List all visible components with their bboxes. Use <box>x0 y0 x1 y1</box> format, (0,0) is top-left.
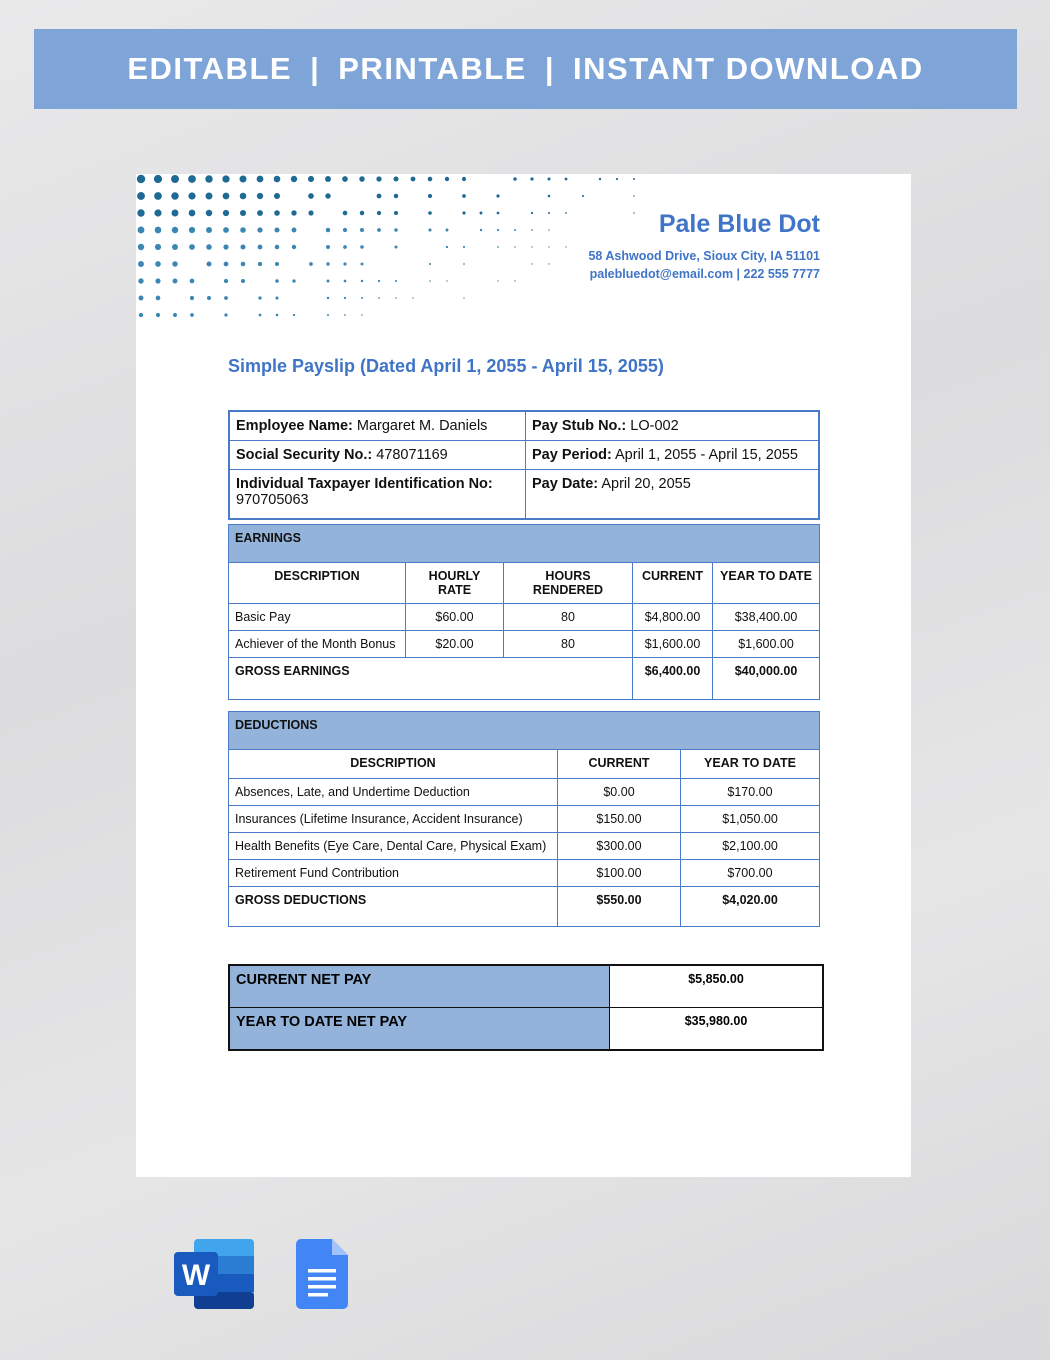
halftone-dot <box>378 297 380 299</box>
deduction-current: $100.00 <box>558 860 681 887</box>
halftone-dot <box>548 229 550 231</box>
halftone-dot <box>411 177 416 182</box>
earning-hours: 80 <box>504 604 633 631</box>
halftone-dot <box>326 245 330 249</box>
halftone-dot <box>342 176 348 182</box>
payslip-title: Simple Payslip (Dated April 1, 2055 - April 15, 2055) <box>228 356 664 376</box>
gross-deductions-current: $550.00 <box>558 887 681 927</box>
halftone-dot <box>154 175 162 183</box>
deductions-heading: DEDUCTIONS <box>229 712 820 750</box>
deductions-heading-row <box>229 712 820 750</box>
halftone-dot <box>394 245 397 248</box>
banner-instant-download: INSTANT DOWNLOAD <box>573 51 924 86</box>
earning-ytd: $1,600.00 <box>713 631 820 658</box>
word-icon <box>174 1239 254 1309</box>
halftone-dot <box>308 176 314 182</box>
halftone-dot <box>223 227 229 233</box>
halftone-dot <box>531 246 532 247</box>
halftone-dot <box>173 279 178 284</box>
halftone-dot <box>376 176 381 181</box>
earning-current: $1,600.00 <box>633 631 713 658</box>
halftone-dot <box>394 211 398 215</box>
halftone-dot <box>240 210 246 216</box>
halftone-dot <box>497 229 499 231</box>
halftone-dot <box>239 175 246 182</box>
halftone-dot <box>548 195 551 198</box>
employee-name-cell: Employee Name: Margaret M. Daniels <box>229 411 526 441</box>
halftone-dot <box>207 262 212 267</box>
halftone-dot <box>377 194 382 199</box>
halftone-dot <box>293 314 295 316</box>
col-year-to-date: YEAR TO DATE <box>713 563 820 604</box>
halftone-dot <box>343 245 347 249</box>
earnings-header-row <box>229 563 820 604</box>
halftone-dot <box>190 313 194 317</box>
halftone-dot <box>223 210 229 216</box>
google-docs-icon <box>296 1239 348 1309</box>
halftone-dot <box>240 193 247 200</box>
halftone-dot <box>138 244 144 250</box>
deductions-header-row <box>229 750 820 779</box>
halftone-dot <box>206 227 212 233</box>
gross-earnings-row <box>229 658 820 700</box>
halftone-dot <box>257 193 263 199</box>
halftone-dot <box>361 314 362 315</box>
halftone-dot <box>327 280 330 283</box>
halftone-dot <box>137 192 145 200</box>
pay-period-cell: Pay Period: April 1, 2055 - April 15, 2055 <box>526 441 820 470</box>
halftone-dot <box>190 279 195 284</box>
current-net-pay-value: $5,850.00 <box>610 965 824 1008</box>
gross-deductions-label: GROSS DEDUCTIONS <box>229 887 558 927</box>
halftone-dot <box>514 280 515 281</box>
halftone-dot <box>291 210 296 215</box>
deduction-current: $150.00 <box>558 806 681 833</box>
halftone-dot <box>206 193 213 200</box>
halftone-dot <box>258 262 262 266</box>
halftone-dot <box>497 212 500 215</box>
halftone-dot <box>139 296 144 301</box>
halftone-dot <box>156 313 160 317</box>
halftone-dot <box>326 228 330 232</box>
halftone-dot <box>446 280 447 281</box>
halftone-dot <box>224 262 229 267</box>
halftone-dot <box>531 263 532 264</box>
halftone-dot <box>138 261 144 267</box>
gross-deductions-ytd: $4,020.00 <box>681 887 820 927</box>
halftone-dot <box>189 244 195 250</box>
halftone-dot <box>360 245 363 248</box>
halftone-dot <box>172 261 177 266</box>
deduction-description: Absences, Late, and Undertime Deduction <box>229 779 558 806</box>
halftone-dot <box>394 228 398 232</box>
halftone-dot <box>462 177 466 181</box>
halftone-dot <box>344 314 346 316</box>
halftone-dot <box>582 195 584 197</box>
halftone-dot <box>155 227 162 234</box>
halftone-dot <box>547 177 550 180</box>
employee-name: Margaret M. Daniels <box>356 418 488 434</box>
halftone-dot <box>325 193 330 198</box>
halftone-dot <box>359 176 365 182</box>
halftone-dot <box>445 177 449 181</box>
deduction-current: $300.00 <box>558 833 681 860</box>
halftone-dot <box>343 262 346 265</box>
halftone-dot <box>428 211 432 215</box>
halftone-dot <box>206 210 213 217</box>
halftone-dot <box>548 263 549 264</box>
ssn-cell: Social Security No.: 478071169 <box>229 441 526 470</box>
col-description: DESCRIPTION <box>229 750 558 779</box>
deduction-ytd: $170.00 <box>681 779 820 806</box>
halftone-dot <box>223 244 228 249</box>
ssn-value: 478071169 <box>376 447 448 463</box>
halftone-dot <box>309 262 313 266</box>
halftone-dot <box>343 211 348 216</box>
halftone-dot <box>171 175 179 183</box>
halftone-dot <box>222 175 229 182</box>
ytd-net-pay-row <box>229 1008 823 1051</box>
top-banner <box>34 29 1017 109</box>
halftone-dot <box>276 314 279 317</box>
halftone-dot <box>308 210 313 215</box>
earnings-heading-row <box>229 525 820 563</box>
halftone-dot <box>361 280 363 282</box>
halftone-dot <box>224 313 227 316</box>
word-icon-letter: W <box>181 1259 211 1292</box>
halftone-dot <box>137 175 145 183</box>
col-hourly-rate: HOURLY RATE <box>406 563 504 604</box>
gross-earnings-label: GROSS EARNINGS <box>229 658 633 700</box>
info-row <box>229 441 819 470</box>
halftone-dot <box>428 177 433 182</box>
halftone-dot <box>480 229 482 231</box>
info-row <box>229 470 819 520</box>
table-row <box>229 806 820 833</box>
company-header <box>588 210 820 283</box>
halftone-dot <box>154 192 162 200</box>
halftone-dot <box>241 262 246 267</box>
halftone-dot <box>446 229 449 232</box>
earnings-heading: EARNINGS <box>229 525 820 563</box>
halftone-dot <box>138 278 143 283</box>
halftone-dot <box>361 297 363 299</box>
halftone-dot <box>189 210 196 217</box>
halftone-dot <box>463 263 465 265</box>
halftone-dot <box>223 193 230 200</box>
halftone-dot <box>599 178 601 180</box>
banner-printable: PRINTABLE <box>338 51 527 86</box>
company-address: 58 Ashwood Drive, Sioux City, IA 51101 <box>588 249 820 263</box>
ytd-net-pay-label: YEAR TO DATE NET PAY <box>229 1008 610 1051</box>
table-row <box>229 833 820 860</box>
halftone-dot <box>138 227 145 234</box>
halftone-dot <box>205 175 213 183</box>
halftone-dot <box>429 263 431 265</box>
halftone-dot <box>173 313 177 317</box>
earnings-table <box>228 524 820 700</box>
halftone-dots-decoration <box>136 174 636 324</box>
halftone-dot <box>565 246 566 247</box>
halftone-dot <box>257 227 262 232</box>
halftone-dot <box>343 228 347 232</box>
halftone-dot <box>292 279 295 282</box>
halftone-dot <box>189 227 195 233</box>
payslip-document <box>136 174 911 1177</box>
halftone-dot <box>565 212 567 214</box>
halftone-dot <box>497 280 498 281</box>
halftone-dot <box>514 229 516 231</box>
earning-description: Achiever of the Month Bonus <box>229 631 406 658</box>
halftone-dot <box>377 228 381 232</box>
halftone-dot <box>463 297 464 298</box>
info-row <box>229 411 819 441</box>
deduction-ytd: $2,100.00 <box>681 833 820 860</box>
pay-date-cell: Pay Date: April 20, 2055 <box>526 470 820 520</box>
net-pay-table <box>228 964 824 1051</box>
halftone-dot <box>258 245 263 250</box>
halftone-dot <box>395 280 397 282</box>
deduction-description: Health Benefits (Eye Care, Dental Care, Physical Exam) <box>229 833 558 860</box>
pay-date-value: April 20, 2055 <box>601 476 691 492</box>
halftone-dot <box>224 279 228 283</box>
table-row <box>229 779 820 806</box>
halftone-dot <box>139 313 143 317</box>
halftone-dot <box>548 246 549 247</box>
col-current: CURRENT <box>633 563 713 604</box>
halftone-dot <box>480 212 483 215</box>
banner-separator: | <box>310 51 321 86</box>
col-current: CURRENT <box>558 750 681 779</box>
halftone-dot <box>292 245 296 249</box>
halftone-dot <box>155 278 160 283</box>
halftone-dot <box>188 192 195 199</box>
deduction-description: Insurances (Lifetime Insurance, Accident Insurance) <box>229 806 558 833</box>
halftone-dot <box>292 228 297 233</box>
halftone-dot <box>207 296 211 300</box>
halftone-dot <box>240 244 245 249</box>
halftone-dot <box>274 227 279 232</box>
halftone-dot <box>514 246 515 247</box>
halftone-dot <box>378 280 380 282</box>
halftone-dot <box>240 227 246 233</box>
halftone-dot <box>274 176 281 183</box>
ytd-net-pay-value: $35,980.00 <box>610 1008 824 1051</box>
halftone-dot <box>548 212 550 214</box>
halftone-dot <box>172 227 178 233</box>
halftone-dot <box>565 178 568 181</box>
halftone-dot <box>446 246 448 248</box>
pay-period-value: April 1, 2055 - April 15, 2055 <box>615 447 798 463</box>
halftone-dot <box>513 177 517 181</box>
halftone-dot <box>326 262 329 265</box>
halftone-dot <box>429 280 431 282</box>
halftone-dot <box>172 210 179 217</box>
halftone-dot <box>360 228 364 232</box>
halftone-dot <box>156 296 161 301</box>
deduction-current: $0.00 <box>558 779 681 806</box>
itin-value: 970705063 <box>236 492 309 508</box>
current-net-pay-label: CURRENT NET PAY <box>229 965 610 1008</box>
halftone-dot <box>257 176 264 183</box>
halftone-dot <box>325 176 331 182</box>
halftone-dot <box>344 280 347 283</box>
halftone-dot <box>344 297 346 299</box>
halftone-dot <box>531 229 533 231</box>
deduction-ytd: $1,050.00 <box>681 806 820 833</box>
halftone-dot <box>395 297 397 299</box>
pay-stub-cell: Pay Stub No.: LO-002 <box>526 411 820 441</box>
earning-rate: $20.00 <box>406 631 504 658</box>
earning-ytd: $38,400.00 <box>713 604 820 631</box>
halftone-dot <box>241 279 245 283</box>
earning-current: $4,800.00 <box>633 604 713 631</box>
earning-description: Basic Pay <box>229 604 406 631</box>
halftone-dot <box>377 211 381 215</box>
halftone-dot <box>275 279 279 283</box>
halftone-dot <box>633 178 635 180</box>
halftone-dot <box>188 175 196 183</box>
table-row <box>229 631 820 658</box>
halftone-dot <box>224 296 228 300</box>
halftone-dot <box>308 193 314 199</box>
halftone-dot <box>275 296 278 299</box>
table-row <box>229 860 820 887</box>
deduction-ytd: $700.00 <box>681 860 820 887</box>
halftone-dot <box>155 261 161 267</box>
halftone-dot <box>257 210 263 216</box>
deduction-description: Retirement Fund Contribution <box>229 860 558 887</box>
halftone-dot <box>497 246 499 248</box>
itin-cell: Individual Taxpayer Identification No: 970705063 <box>229 470 526 520</box>
halftone-dot <box>259 314 262 317</box>
halftone-dot <box>428 194 432 198</box>
gross-earnings-ytd: $40,000.00 <box>713 658 820 700</box>
halftone-dot <box>393 176 398 181</box>
halftone-dot <box>616 178 618 180</box>
halftone-dot <box>530 177 533 180</box>
halftone-dot <box>275 245 280 250</box>
halftone-dot <box>172 244 178 250</box>
halftone-dot <box>190 296 194 300</box>
gross-deductions-row <box>229 887 820 927</box>
halftone-dot <box>327 314 329 316</box>
halftone-dot <box>274 210 280 216</box>
halftone-dot <box>206 244 212 250</box>
col-hours-rendered: HOURS RENDERED <box>504 563 633 604</box>
halftone-dot <box>496 194 499 197</box>
halftone-dot <box>275 262 279 266</box>
halftone-dot <box>291 176 297 182</box>
halftone-dot <box>412 297 413 298</box>
halftone-dot <box>274 193 280 199</box>
halftone-dot <box>428 228 431 231</box>
deductions-table <box>228 711 820 927</box>
halftone-dot <box>463 246 465 248</box>
halftone-dot <box>633 195 634 196</box>
employee-info-table <box>228 410 820 520</box>
halftone-dot <box>462 194 466 198</box>
company-contact: palebluedot@email.com | 222 555 7777 <box>589 267 820 281</box>
halftone-dot <box>327 297 329 299</box>
table-row <box>229 604 820 631</box>
current-net-pay-row <box>229 965 823 1008</box>
gross-earnings-current: $6,400.00 <box>633 658 713 700</box>
halftone-dot <box>462 211 465 214</box>
earning-hours: 80 <box>504 631 633 658</box>
halftone-dot <box>155 244 161 250</box>
halftone-dot <box>360 211 365 216</box>
halftone-dot <box>258 296 261 299</box>
halftone-dot <box>171 192 178 199</box>
earning-rate: $60.00 <box>406 604 504 631</box>
col-year-to-date: YEAR TO DATE <box>681 750 820 779</box>
col-description: DESCRIPTION <box>229 563 406 604</box>
halftone-dot <box>137 209 144 216</box>
halftone-dot <box>154 209 161 216</box>
banner-editable: EDITABLE <box>127 51 293 86</box>
company-name: Pale Blue Dot <box>658 210 820 238</box>
halftone-dot <box>361 263 364 266</box>
pay-stub-number: LO-002 <box>630 418 679 434</box>
halftone-dot <box>531 212 533 214</box>
halftone-dot <box>394 194 399 199</box>
banner-separator: | <box>544 51 556 86</box>
